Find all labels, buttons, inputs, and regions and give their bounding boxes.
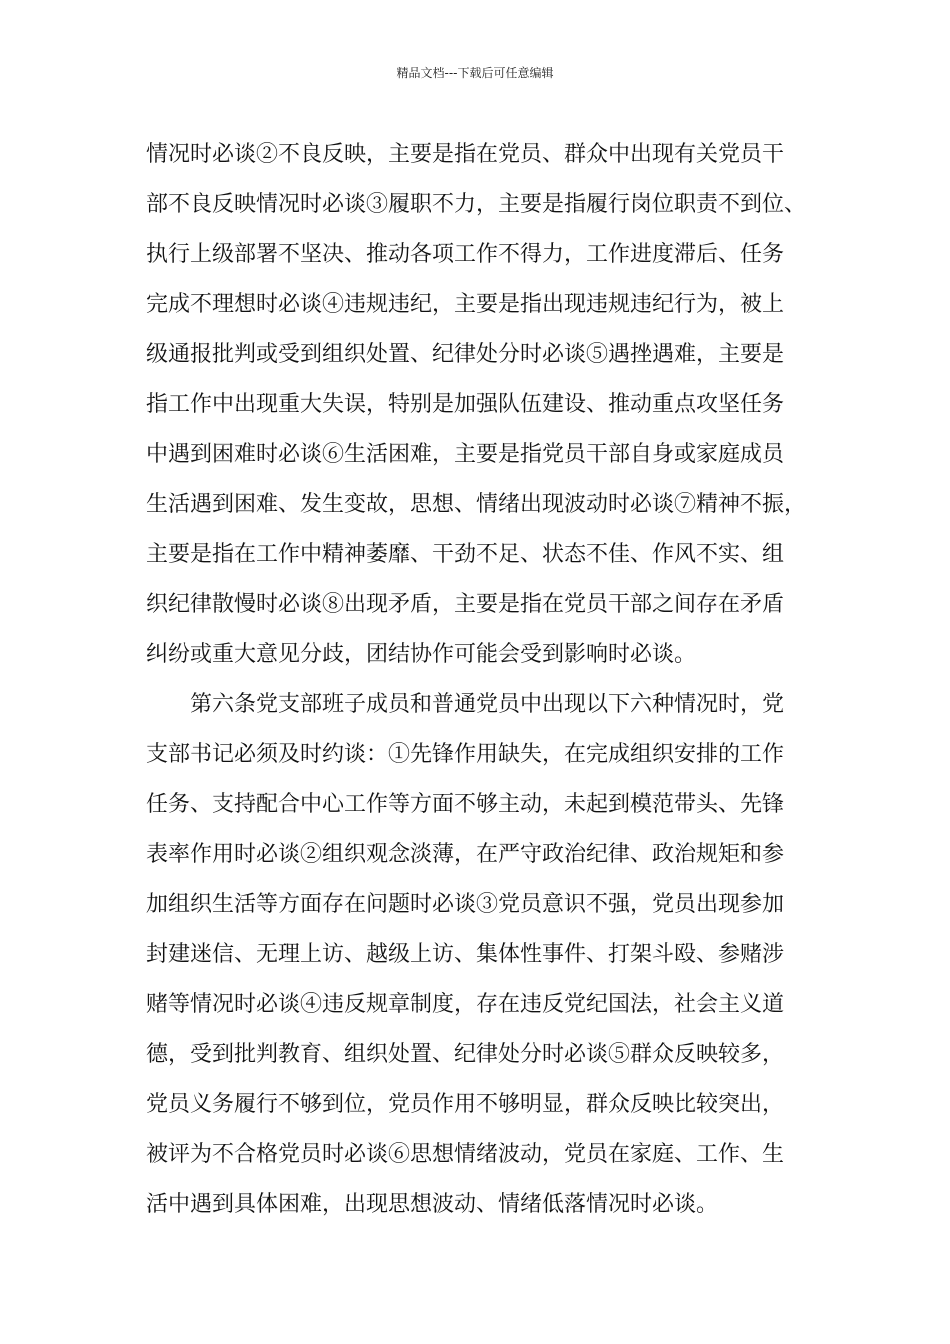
text-line: 德，受到批判教育、组织处置、纪律处分时必谈⑤群众反映较多， [146,1042,785,1067]
text-line: 部不良反映情况时必谈③履职不力，主要是指履行岗位职责不到位、 [146,192,807,217]
text-line: 主要是指在工作中精神萎靡、干劲不足、状态不佳、作风不实、组 [146,542,785,567]
text-line: 织纪律散慢时必谈⑧出现矛盾，主要是指在党员干部之间存在矛盾 [146,592,785,617]
text-line: 支部书记必须及时约谈：①先锋作用缺失，在完成组织安排的工作 [146,742,785,767]
text-line: 被评为不合格党员时必谈⑥思想情绪波动，党员在家庭、工作、生 [146,1142,785,1167]
paragraph-start-line: 第六条党支部班子成员和普通党员中出现以下六种情况时，党 [190,692,785,717]
page-header: 精品文档---下载后可任意编辑 [396,66,554,80]
text-line: 表率作用时必谈②组织观念淡薄，在严守政治纪律、政治规矩和参 [146,842,785,867]
text-line: 任务、支持配合中心工作等方面不够主动，未起到模范带头、先锋 [146,792,785,817]
text-line: 党员义务履行不够到位，党员作用不够明显，群众反映比较突出， [146,1092,785,1117]
text-line: 生活遇到困难、发生变故，思想、情绪出现波动时必谈⑦精神不振， [146,492,807,517]
text-line: 执行上级部署不坚决、推动各项工作不得力，工作进度滞后、任务 [146,242,785,267]
text-line: 活中遇到具体困难，出现思想波动、情绪低落情况时必谈。 [146,1192,719,1217]
text-line: 赌等情况时必谈④违反规章制度，存在违反党纪国法，社会主义道 [146,992,785,1017]
text-line: 级通报批判或受到组织处置、纪律处分时必谈⑤遇挫遇难，主要是 [146,342,785,367]
text-line: 封建迷信、无理上访、越级上访、集体性事件、打架斗殴、参赌涉 [146,942,785,967]
text-line: 完成不理想时必谈④违规违纪，主要是指出现违规违纪行为，被上 [146,292,785,317]
text-line: 加组织生活等方面存在问题时必谈③党员意识不强，党员出现参加 [146,892,785,917]
text-line: 指工作中出现重大失误，特别是加强队伍建设、推动重点攻坚任务 [146,392,785,417]
text-line: 纠纷或重大意见分歧，团结协作可能会受到影响时必谈。 [146,642,697,667]
text-line: 情况时必谈②不良反映，主要是指在党员、群众中出现有关党员干 [146,142,785,167]
document-body [146,130,826,1230]
text-line: 中遇到困难时必谈⑥生活困难，主要是指党员干部自身或家庭成员 [146,442,785,467]
